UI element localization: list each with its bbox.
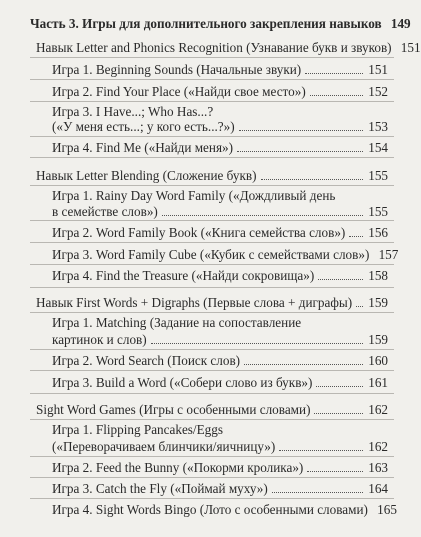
- toc-item: [52, 81, 388, 100]
- toc-item-text: Игра 2. Word Family Book («Книга семейства слов»): [52, 225, 346, 240]
- divider: [30, 393, 394, 394]
- toc-item-text: («У меня есть...; у кого есть...?»): [52, 119, 235, 134]
- toc-item: [52, 59, 388, 78]
- toc-item-page: 163: [368, 460, 388, 475]
- divider: [30, 57, 394, 58]
- divider: [30, 220, 394, 221]
- toc-item-text: Игра 3. I Have...; Who Has...?: [52, 104, 214, 119]
- toc-item-page: 158: [368, 268, 388, 283]
- section-heading: [36, 399, 388, 418]
- leader-dots: [261, 179, 363, 180]
- section-heading-page: 159: [368, 295, 388, 310]
- leader-dots: [279, 450, 363, 451]
- section-heading-page: 162: [368, 402, 388, 417]
- toc-item-text: картинок и слов): [52, 332, 147, 347]
- toc-item-text: Игра 1. Rainy Day Word Family («Дождливый день: [52, 188, 336, 203]
- toc-item-page: 165: [377, 502, 397, 517]
- divider: [30, 79, 394, 80]
- toc-item-text: Игра 3. Word Family Cube («Кубик с семействами слов»): [52, 247, 370, 262]
- toc-item-page: 156: [368, 225, 388, 240]
- toc-item: [52, 372, 388, 391]
- leader-dots: [307, 471, 363, 472]
- toc-item-text: Игра 1. Flipping Pancakes/Eggs: [52, 422, 223, 437]
- section-heading: [36, 165, 388, 184]
- toc-item-page: 159: [368, 332, 388, 347]
- toc-item-page: 154: [368, 140, 388, 155]
- leader-dots: [162, 215, 363, 216]
- section-heading-text: Навык Letter and Phonics Recognition (Узнавание букв и звуков): [36, 40, 392, 55]
- section-heading-page: 155: [368, 168, 388, 183]
- toc-item-page: 164: [368, 481, 388, 496]
- divider: [30, 370, 394, 371]
- toc-item-page: 157: [378, 247, 399, 262]
- toc-item-text: Игра 3. Catch the Fly («Поймай муху»): [52, 481, 268, 496]
- toc-item-text: Игра 3. Build a Word («Собери слово из букв»): [52, 375, 313, 390]
- section-heading-page: 151: [400, 40, 421, 55]
- section-heading: [36, 292, 388, 311]
- toc-item-page: 162: [368, 439, 388, 454]
- leader-dots: [244, 364, 363, 365]
- toc-item-page: 160: [368, 353, 388, 368]
- toc-item: [52, 478, 388, 497]
- toc-item-page: 153: [368, 119, 388, 134]
- divider: [30, 242, 394, 243]
- part-title: Часть 3. Игры для дополнительного закрепления навыков: [30, 16, 382, 31]
- toc-item-page: 152: [368, 84, 388, 99]
- toc-item-text: Игра 1. Beginning Sounds (Начальные звуки): [52, 62, 302, 77]
- toc-item: [52, 350, 388, 369]
- part-title-entry: [30, 13, 411, 32]
- toc-item: [52, 116, 388, 135]
- toc-item-text: в семействе слов»): [52, 204, 158, 219]
- toc-item-page: 161: [368, 375, 388, 390]
- toc-item-text: Игра 2. Find Your Place («Найди свое место»): [52, 84, 306, 99]
- toc-item: [52, 222, 388, 241]
- divider: [30, 287, 394, 288]
- section-heading-text: Навык Letter Blending (Сложение букв): [36, 168, 257, 183]
- toc-item: [52, 457, 388, 476]
- toc-item: [52, 265, 388, 284]
- toc-item-text: Игра 1. Matching (Задание на сопоставление: [52, 315, 302, 330]
- section-heading-text: Sight Word Games (Игры с особенными словами): [36, 402, 311, 417]
- leader-dots: [239, 130, 363, 131]
- toc-item-text: Игра 4. Find the Treasure («Найди сокровища»): [52, 268, 315, 283]
- leader-dots: [356, 306, 363, 307]
- divider: [30, 157, 394, 158]
- leader-dots: [310, 95, 363, 96]
- toc-item: [52, 436, 388, 455]
- toc-item-page: 155: [368, 204, 388, 219]
- toc-item: [52, 201, 388, 220]
- toc-item-text: Игра 2. Word Search (Поиск слов): [52, 353, 241, 368]
- toc-item: [52, 329, 388, 348]
- toc-item: [52, 499, 397, 518]
- leader-dots: [272, 492, 363, 493]
- leader-dots: [151, 343, 363, 344]
- leader-dots: [349, 236, 363, 237]
- section-heading: [36, 37, 421, 56]
- toc-item-text: Игра 2. Feed the Bunny («Покорми кролика»): [52, 460, 304, 475]
- toc-item-text: Игра 4. Find Me («Найди меня»): [52, 140, 234, 155]
- leader-dots: [237, 151, 363, 152]
- toc-item-text: («Переворачиваем блинчики/яичницу»): [52, 439, 276, 454]
- toc-item: [52, 137, 388, 156]
- leader-dots: [305, 73, 363, 74]
- toc-item: [52, 244, 399, 263]
- leader-dots: [316, 386, 363, 387]
- leader-dots: [314, 413, 363, 414]
- toc-item-page: 151: [368, 62, 388, 77]
- section-heading-text: Навык First Words + Digraphs (Первые слова + диграфы): [36, 295, 353, 310]
- leader-dots: [318, 279, 363, 280]
- toc-item-text: Игра 4. Sight Words Bingo (Лото с особенными словами): [52, 502, 368, 517]
- part-title-page: 149: [390, 16, 411, 31]
